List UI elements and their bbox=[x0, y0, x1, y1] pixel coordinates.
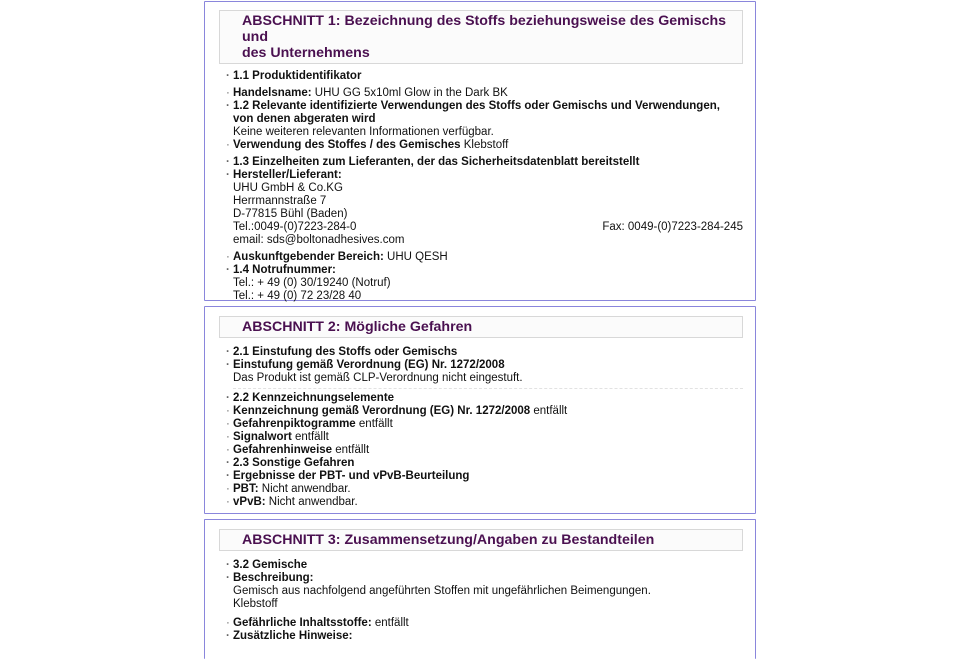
section-3-heading: ABSCHNITT 3: Zusammensetzung/Angaben zu Bestandteilen bbox=[219, 529, 743, 551]
information-department bbox=[233, 251, 743, 264]
signal-word-label: Signalwort bbox=[233, 431, 292, 443]
trade-name-label: Handelsname: bbox=[233, 87, 312, 99]
hazardous-ingredients bbox=[233, 617, 743, 630]
dotted-divider bbox=[233, 388, 743, 389]
hazardous-ingredients-value: entfällt bbox=[371, 617, 409, 629]
trade-name bbox=[233, 87, 743, 100]
email-address: email: sds@boltonadhesives.com bbox=[233, 234, 405, 246]
street-address: Herrmannstraße 7 bbox=[233, 195, 327, 207]
usage-value: Klebstoff bbox=[460, 139, 509, 151]
hazard-statements-value: entfällt bbox=[332, 444, 370, 456]
section-1-heading-line2: des Unternehmens bbox=[242, 45, 370, 61]
emergency-phone-2: Tel.: + 49 (0) 72 23/28 40 bbox=[233, 290, 362, 302]
vpvb-row bbox=[233, 496, 743, 509]
section-1 bbox=[204, 1, 756, 301]
phone-number: Tel.:0049-(0)7223-284-0 bbox=[233, 221, 357, 233]
hazard-statements bbox=[233, 444, 743, 457]
information-department-value: UHU QESH bbox=[383, 251, 448, 263]
description-text-2: Klebstoff bbox=[233, 598, 278, 610]
signal-word-value: entfällt bbox=[291, 431, 329, 443]
labelling-regulation-label: Kennzeichnung gemäß Verordnung (EG) Nr. 1272/2008 bbox=[233, 405, 531, 417]
labelling-regulation bbox=[233, 405, 743, 418]
section-1-heading-line1: ABSCHNITT 1: Bezeichnung des Stoffs beziehungsweise des Gemischs und bbox=[242, 13, 727, 45]
relevant-uses-title-line1: · 1.2 Relevante identifizierte Verwendungen des Stoffs oder Gemischs und Verwendungen, bbox=[233, 100, 743, 113]
vpvb-value: Nicht anwendbar. bbox=[265, 496, 358, 508]
hazard-statements-label: Gefahrenhinweise bbox=[233, 444, 333, 456]
emergency-number-title: · 1.4 Notrufnummer: bbox=[233, 264, 743, 277]
classification-text: Das Produkt ist gemäß CLP-Verordnung nicht eingestuft. bbox=[233, 372, 523, 384]
manufacturer-label: · Hersteller/Lieferant: bbox=[233, 169, 743, 182]
section-1-heading bbox=[219, 10, 743, 64]
relevant-uses-text: Keine weiteren relevanten Informationen verfügbar. bbox=[233, 126, 494, 138]
city-address: D-77815 Bühl (Baden) bbox=[233, 208, 348, 220]
hazard-pictograms bbox=[233, 418, 743, 431]
relevant-uses-title-line2: von denen abgeraten wird bbox=[233, 113, 376, 125]
product-identifier-title: · 1.1 Produktidentifikator bbox=[233, 70, 743, 83]
hazard-pictograms-label: Gefahrenpiktogramme bbox=[233, 418, 356, 430]
information-department-label: Auskunftgebender Bereich: bbox=[233, 251, 384, 263]
mixtures-title: · 3.2 Gemische bbox=[233, 559, 743, 572]
classification-title: · 2.1 Einstufung des Stoffs oder Gemischs bbox=[233, 346, 743, 359]
trade-name-value: UHU GG 5x10ml Glow in the Dark BK bbox=[311, 87, 508, 99]
pbt-row bbox=[233, 483, 743, 496]
classification-regulation-label: · Einstufung gemäß Verordnung (EG) Nr. 1272/2008 bbox=[233, 359, 743, 372]
usage-label: Verwendung des Stoffes / des Gemisches bbox=[233, 139, 461, 151]
section-3 bbox=[204, 519, 756, 659]
phone-fax-row bbox=[233, 221, 743, 234]
company-name: UHU GmbH & Co.KG bbox=[233, 182, 343, 194]
fax-number: Fax: 0049-(0)7223-284-245 bbox=[602, 221, 743, 233]
pbt-assessment-title: · Ergebnisse der PBT- und vPvB-Beurteilung bbox=[233, 470, 743, 483]
section-2 bbox=[204, 306, 756, 514]
pbt-label: PBT: bbox=[233, 483, 259, 495]
description-text: Gemisch aus nachfolgend angeführten Stoffen mit ungefährlichen Beimengungen. bbox=[233, 585, 651, 597]
description-label: · Beschreibung: bbox=[233, 572, 743, 585]
additional-notes-label: · Zusätzliche Hinweise: bbox=[233, 630, 743, 643]
pbt-value: Nicht anwendbar. bbox=[258, 483, 351, 495]
hazardous-ingredients-label: Gefährliche Inhaltsstoffe: bbox=[233, 617, 372, 629]
other-hazards-title: · 2.3 Sonstige Gefahren bbox=[233, 457, 743, 470]
usage bbox=[233, 139, 743, 152]
supplier-details-title: · 1.3 Einzelheiten zum Lieferanten, der das Sicherheitsdatenblatt bereitstellt bbox=[233, 156, 743, 169]
signal-word bbox=[233, 431, 743, 444]
vpvb-label: vPvB: bbox=[233, 496, 266, 508]
emergency-phone-1: Tel.: + 49 (0) 30/19240 (Notruf) bbox=[233, 277, 391, 289]
labelling-elements-title: · 2.2 Kennzeichnungselemente bbox=[233, 392, 743, 405]
labelling-regulation-value: entfällt bbox=[530, 405, 568, 417]
hazard-pictograms-value: entfällt bbox=[355, 418, 393, 430]
section-2-heading: ABSCHNITT 2: Mögliche Gefahren bbox=[219, 316, 743, 338]
